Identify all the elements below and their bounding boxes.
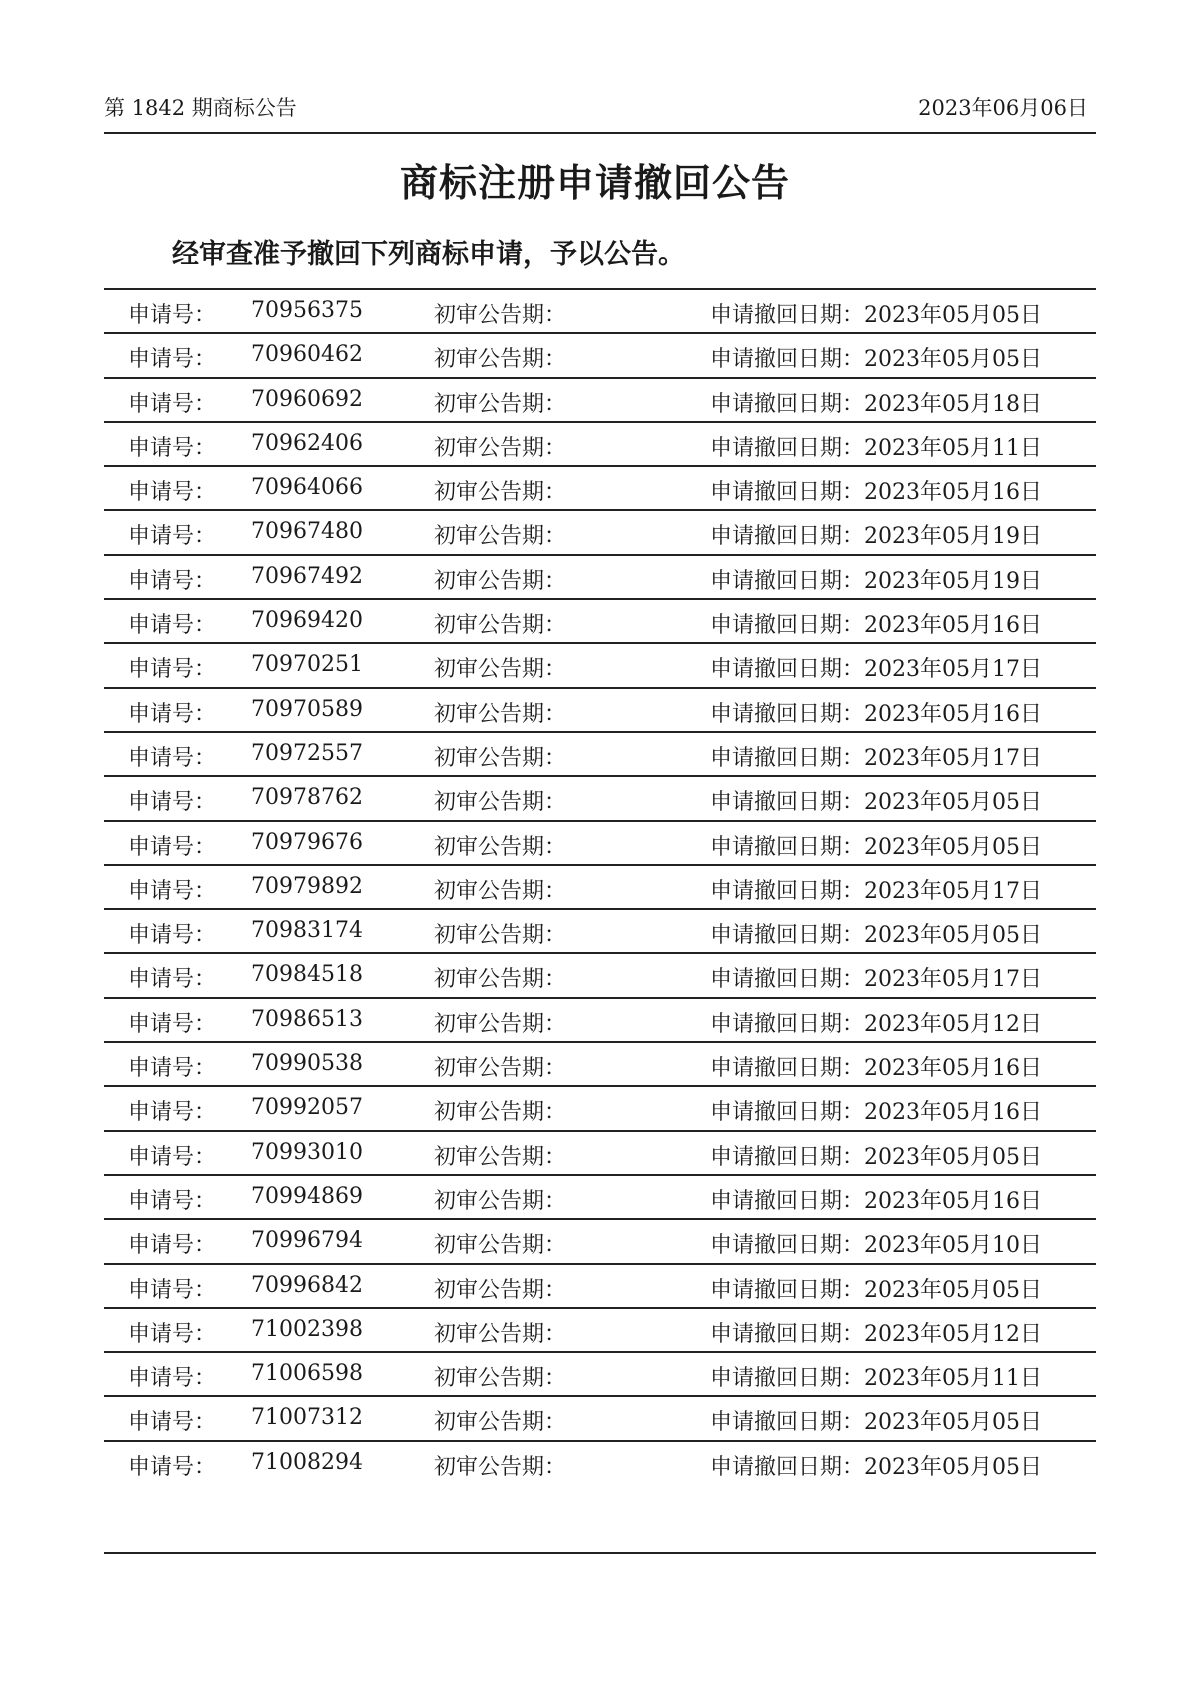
- prelim-pub-label: 初审公告期：: [434, 303, 567, 328]
- app-no-label: 申请号：: [128, 745, 217, 771]
- app-no-label: 申请号：: [128, 878, 217, 904]
- app-no-value: 70964066: [251, 475, 363, 501]
- table-row: [104, 1263, 1096, 1307]
- prelim-pub-label: 初审公告期：: [434, 1454, 567, 1480]
- prelim-pub-label: 初审公告期：: [434, 1144, 567, 1170]
- app-no-value: 70972557: [251, 740, 363, 766]
- table-row: [104, 288, 1096, 332]
- app-no-value: 70990538: [251, 1051, 363, 1077]
- table-row: [104, 864, 1096, 908]
- withdraw-date-value: 2023年05月16日: [864, 1188, 1042, 1214]
- table-row: [104, 997, 1096, 1041]
- withdraw-date-value: 2023年05月10日: [864, 1233, 1042, 1259]
- withdraw-date-cell: [710, 1361, 1042, 1392]
- app-no-label: 申请号：: [128, 834, 217, 860]
- withdraw-date-value: 2023年05月12日: [864, 1011, 1042, 1037]
- prelim-pub-label: 初审公告期：: [434, 967, 567, 993]
- app-no-label: 申请号：: [128, 701, 217, 727]
- prelim-pub-label: 初审公告期：: [434, 1011, 567, 1037]
- prelim-pub-label: 初审公告期：: [434, 790, 567, 816]
- table-row: [104, 731, 1096, 775]
- withdraw-date-cell: [710, 1405, 1042, 1436]
- app-no-label: 申请号：: [128, 1410, 217, 1436]
- withdraw-date-cell: [710, 652, 1042, 683]
- app-no-value: 70967492: [251, 563, 363, 589]
- app-no-value: 70984518: [251, 962, 363, 988]
- app-no-label: 申请号：: [128, 1277, 217, 1303]
- withdraw-date-cell: [710, 387, 1042, 418]
- prelim-pub-label: 初审公告期：: [434, 745, 567, 771]
- withdraw-date-cell: [710, 475, 1042, 506]
- withdraw-date-value: 2023年05月16日: [864, 1056, 1042, 1082]
- prelim-pub-label: 初审公告期：: [434, 1321, 567, 1347]
- withdraw-date-label: 申请撤回日期：: [710, 480, 865, 506]
- app-no-label: 申请号：: [128, 657, 217, 683]
- table-row: [104, 1218, 1096, 1262]
- app-no-label: 申请号：: [128, 790, 217, 816]
- withdraw-date-label: 申请撤回日期：: [710, 967, 865, 993]
- table-row: [104, 554, 1096, 598]
- withdraw-date-cell: [710, 1051, 1042, 1082]
- withdraw-date-label: 申请撤回日期：: [710, 657, 865, 683]
- withdraw-date-value: 2023年05月16日: [864, 480, 1042, 506]
- footer-divider: [104, 1552, 1096, 1554]
- table-row: [104, 687, 1096, 731]
- withdraw-date-label: 申请撤回日期：: [710, 1056, 865, 1082]
- prelim-pub-label: 初审公告期：: [434, 1100, 567, 1126]
- prelim-pub-label: 初审公告期：: [434, 524, 567, 550]
- withdraw-date-value: 2023年05月05日: [864, 923, 1042, 949]
- withdraw-date-value: 2023年05月05日: [864, 1277, 1042, 1303]
- app-no-value: 70960462: [251, 342, 363, 368]
- app-no-value: 70996842: [251, 1272, 363, 1298]
- app-no-label: 申请号：: [128, 524, 217, 550]
- table-row: [104, 377, 1096, 421]
- app-no-value: 70996794: [251, 1228, 363, 1254]
- withdraw-date-cell: [710, 1184, 1042, 1215]
- app-no-value: 70986513: [251, 1006, 363, 1032]
- page-title: 商标注册申请撤回公告: [399, 160, 790, 205]
- withdraw-date-label: 申请撤回日期：: [710, 613, 865, 639]
- withdraw-date-label: 申请撤回日期：: [710, 303, 865, 328]
- withdraw-date-cell: [710, 697, 1042, 728]
- withdraw-date-label: 申请撤回日期：: [710, 1410, 865, 1436]
- withdraw-date-label: 申请撤回日期：: [710, 1144, 865, 1170]
- withdraw-date-value: 2023年05月18日: [864, 391, 1042, 417]
- table-row: [104, 952, 1096, 996]
- withdraw-date-cell: [710, 564, 1042, 595]
- app-no-value: 70994869: [251, 1183, 363, 1209]
- table-row: [104, 421, 1096, 465]
- app-no-label: 申请号：: [128, 1321, 217, 1347]
- table-row: [104, 332, 1096, 376]
- withdraw-date-cell: [710, 1317, 1042, 1348]
- app-no-label: 申请号：: [128, 1011, 217, 1037]
- table-row: [104, 1440, 1096, 1484]
- app-no-value: 71008294: [251, 1449, 363, 1475]
- prelim-pub-label: 初审公告期：: [434, 701, 567, 727]
- withdraw-date-label: 申请撤回日期：: [710, 834, 865, 860]
- withdraw-date-cell: [710, 1095, 1042, 1126]
- app-no-label: 申请号：: [128, 613, 217, 639]
- app-no-label: 申请号：: [128, 568, 217, 594]
- withdraw-date-cell: [710, 1450, 1042, 1481]
- app-no-value: 70979676: [251, 829, 363, 855]
- app-no-value: 70962406: [251, 430, 363, 456]
- prelim-pub-label: 初审公告期：: [434, 1366, 567, 1392]
- table-row: [104, 1395, 1096, 1439]
- app-no-value: 70992057: [251, 1095, 363, 1121]
- withdraw-date-value: 2023年05月05日: [864, 1144, 1042, 1170]
- withdraw-date-value: 2023年05月05日: [864, 347, 1042, 373]
- withdraw-date-label: 申请撤回日期：: [710, 1366, 865, 1392]
- prelim-pub-label: 初审公告期：: [434, 391, 567, 417]
- app-no-label: 申请号：: [128, 480, 217, 506]
- withdraw-date-value: 2023年05月12日: [864, 1321, 1042, 1347]
- withdraw-date-label: 申请撤回日期：: [710, 1321, 865, 1347]
- table-row: [104, 1307, 1096, 1351]
- table-row: [104, 509, 1096, 553]
- app-no-label: 申请号：: [128, 1100, 217, 1126]
- withdraw-date-cell: [710, 431, 1042, 462]
- table-row: [104, 1085, 1096, 1129]
- withdraw-date-label: 申请撤回日期：: [710, 701, 865, 727]
- withdrawal-table: [104, 288, 1096, 1484]
- table-row: [104, 642, 1096, 686]
- withdraw-date-cell: [710, 785, 1042, 816]
- app-no-label: 申请号：: [128, 1144, 217, 1170]
- prelim-pub-label: 初审公告期：: [434, 878, 567, 904]
- table-row: [104, 1351, 1096, 1395]
- prelim-pub-label: 初审公告期：: [434, 834, 567, 860]
- app-no-value: 70978762: [251, 785, 363, 811]
- table-row: [104, 465, 1096, 509]
- withdraw-date-value: 2023年05月17日: [864, 878, 1042, 904]
- table-row: [104, 908, 1096, 952]
- intro-text: 经审查准予撤回下列商标申请，予以公告。: [172, 239, 685, 270]
- withdraw-date-value: 2023年05月17日: [864, 657, 1042, 683]
- table-row: [104, 775, 1096, 819]
- withdraw-date-cell: [710, 874, 1042, 905]
- withdraw-date-label: 申请撤回日期：: [710, 1233, 865, 1259]
- withdraw-date-value: 2023年05月16日: [864, 1100, 1042, 1126]
- app-no-value: 71002398: [251, 1316, 363, 1342]
- app-no-value: 71006598: [251, 1361, 363, 1387]
- withdraw-date-cell: [710, 519, 1042, 550]
- withdraw-date-value: 2023年05月05日: [864, 1410, 1042, 1436]
- withdraw-date-cell: [710, 608, 1042, 639]
- withdraw-date-cell: [710, 918, 1042, 949]
- withdraw-date-value: 2023年05月05日: [864, 834, 1042, 860]
- withdraw-date-cell: [710, 298, 1042, 329]
- prelim-pub-label: 初审公告期：: [434, 568, 567, 594]
- withdraw-date-value: 2023年05月05日: [864, 1454, 1042, 1480]
- app-no-value: 70960692: [251, 386, 363, 412]
- prelim-pub-label: 初审公告期：: [434, 347, 567, 373]
- app-no-value: 71007312: [251, 1405, 363, 1431]
- app-no-value: 70970251: [251, 652, 363, 678]
- withdraw-date-label: 申请撤回日期：: [710, 347, 865, 373]
- withdraw-date-cell: [710, 1007, 1042, 1038]
- withdraw-date-label: 申请撤回日期：: [710, 878, 865, 904]
- withdraw-date-value: 2023年05月05日: [864, 790, 1042, 816]
- withdraw-date-label: 申请撤回日期：: [710, 1454, 865, 1480]
- app-no-value: 70979892: [251, 873, 363, 899]
- withdraw-date-label: 申请撤回日期：: [710, 1011, 865, 1037]
- withdraw-date-cell: [710, 1273, 1042, 1304]
- app-no-value: 70969420: [251, 608, 363, 634]
- app-no-label: 申请号：: [128, 1233, 217, 1259]
- withdraw-date-label: 申请撤回日期：: [710, 391, 865, 417]
- table-row: [104, 598, 1096, 642]
- issue-date: 2023年06月06日: [918, 96, 1088, 120]
- withdraw-date-value: 2023年05月19日: [864, 568, 1042, 594]
- prelim-pub-label: 初审公告期：: [434, 480, 567, 506]
- withdraw-date-value: 2023年05月05日: [864, 303, 1042, 328]
- app-no-label: 申请号：: [128, 1188, 217, 1214]
- withdraw-date-cell: [710, 1228, 1042, 1259]
- app-no-value: 70993010: [251, 1139, 363, 1165]
- withdraw-date-value: 2023年05月19日: [864, 524, 1042, 550]
- withdraw-date-label: 申请撤回日期：: [710, 568, 865, 594]
- withdraw-date-label: 申请撤回日期：: [710, 1100, 865, 1126]
- withdraw-date-cell: [710, 830, 1042, 861]
- withdraw-date-cell: [710, 342, 1042, 373]
- table-row: [104, 1041, 1096, 1085]
- prelim-pub-label: 初审公告期：: [434, 1056, 567, 1082]
- app-no-label: 申请号：: [128, 923, 217, 949]
- app-no-label: 申请号：: [128, 303, 217, 328]
- app-no-label: 申请号：: [128, 391, 217, 417]
- prelim-pub-label: 初审公告期：: [434, 1188, 567, 1214]
- withdraw-date-cell: [710, 1140, 1042, 1171]
- issue-number: 第 1842 期商标公告: [104, 96, 297, 120]
- prelim-pub-label: 初审公告期：: [434, 923, 567, 949]
- withdraw-date-label: 申请撤回日期：: [710, 923, 865, 949]
- prelim-pub-label: 初审公告期：: [434, 613, 567, 639]
- table-row: [104, 820, 1096, 864]
- table-row: [104, 1130, 1096, 1174]
- app-no-value: 70956375: [251, 298, 363, 323]
- withdraw-date-value: 2023年05月11日: [864, 1366, 1042, 1392]
- app-no-value: 70970589: [251, 696, 363, 722]
- withdraw-date-value: 2023年05月11日: [864, 435, 1042, 461]
- app-no-label: 申请号：: [128, 1366, 217, 1392]
- prelim-pub-label: 初审公告期：: [434, 1233, 567, 1259]
- withdraw-date-label: 申请撤回日期：: [710, 1277, 865, 1303]
- prelim-pub-label: 初审公告期：: [434, 435, 567, 461]
- header-divider: [104, 132, 1096, 134]
- page-header: [104, 92, 1096, 128]
- app-no-label: 申请号：: [128, 435, 217, 461]
- app-no-value: 70983174: [251, 918, 363, 944]
- app-no-label: 申请号：: [128, 347, 217, 373]
- withdraw-date-label: 申请撤回日期：: [710, 790, 865, 816]
- table-row: [104, 1174, 1096, 1218]
- prelim-pub-label: 初审公告期：: [434, 657, 567, 683]
- prelim-pub-label: 初审公告期：: [434, 1277, 567, 1303]
- withdraw-date-value: 2023年05月16日: [864, 701, 1042, 727]
- withdraw-date-value: 2023年05月16日: [864, 613, 1042, 639]
- app-no-value: 70967480: [251, 519, 363, 545]
- withdraw-date-value: 2023年05月17日: [864, 745, 1042, 771]
- withdraw-date-label: 申请撤回日期：: [710, 1188, 865, 1214]
- withdraw-date-label: 申请撤回日期：: [710, 745, 865, 771]
- withdraw-date-cell: [710, 962, 1042, 993]
- withdraw-date-label: 申请撤回日期：: [710, 524, 865, 550]
- withdraw-date-cell: [710, 741, 1042, 772]
- withdraw-date-value: 2023年05月17日: [864, 967, 1042, 993]
- prelim-pub-label: 初审公告期：: [434, 1410, 567, 1436]
- app-no-label: 申请号：: [128, 967, 217, 993]
- withdraw-date-label: 申请撤回日期：: [710, 435, 865, 461]
- app-no-label: 申请号：: [128, 1056, 217, 1082]
- app-no-label: 申请号：: [128, 1454, 217, 1480]
